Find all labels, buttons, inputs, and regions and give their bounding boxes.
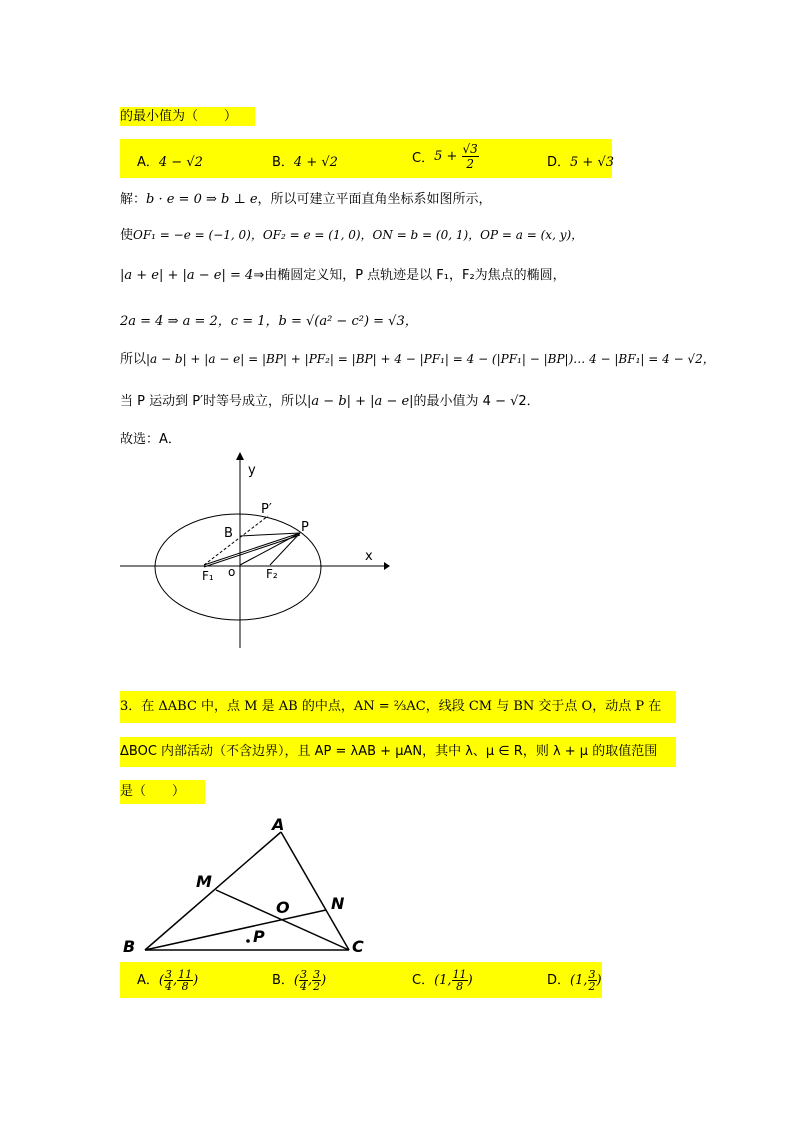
solution-line-2: 使OF₁ = −e = (−1, 0)，OF₂ = e = (1, 0)，ON = b = (0, 1)，OP = a = (x, y)， — [120, 228, 584, 243]
ellipse-figure — [118, 452, 390, 652]
label-m: M — [196, 872, 212, 891]
side-ac — [281, 832, 349, 950]
label-p: P — [301, 520, 309, 535]
ellipse — [155, 514, 321, 620]
solution-line-5: 所以|a − b| + |a − e| = |BP| + |PF₂| = |BP| + 4 − |PF₁| = 4 − (|PF₁| − |BP|)… 4 − |BF₁| = 4 − √2， — [120, 352, 715, 367]
label-x: x — [365, 549, 373, 564]
label-a: A — [272, 815, 285, 834]
label-b: B — [123, 937, 136, 956]
q3-option-a[interactable]: A．( $\frac{3}{4}$ , $\frac{11}{8}$ ) — [137, 968, 199, 993]
option-label: D． — [547, 155, 571, 170]
triangle-figure — [118, 812, 378, 960]
option-value: 4 − √2 — [158, 155, 203, 170]
segment-op — [240, 533, 300, 565]
segment-bn — [145, 910, 326, 950]
label-p-prime: P′ — [261, 502, 272, 517]
q3-line-2: ΔBOC 内部活动（不含边界），且 AP = λAB + μAN，其中 λ、μ ∈ R，则 λ + μ 的取值范围 — [120, 737, 676, 767]
question-tail: 的最小值为（ ） — [120, 107, 255, 126]
option-label: C． — [412, 151, 435, 166]
label-y: y — [248, 463, 256, 478]
label-f1: F₁ — [202, 569, 214, 583]
q3-option-d[interactable]: D．(1, $\frac{3}{2}$ ) — [547, 968, 602, 993]
solution-line-7: 故选：A． — [120, 432, 181, 447]
q3-line-3: 是（ ） — [120, 780, 205, 804]
label-p: P — [253, 927, 265, 946]
q2-option-d[interactable] — [547, 151, 614, 170]
label-b: B — [224, 526, 233, 541]
q3-line-1: 3．在 ΔABC 中，点 M 是 AB 的中点，AN = ⅔AC，线段 CM 与 BN 交于点 O，动点 P 在 — [120, 691, 676, 723]
solution-line-1: 解：b · e = 0 ⇒ b ⊥ e，所以可建立平面直角坐标系如图所示， — [120, 192, 492, 207]
q3-option-b[interactable]: B．( $\frac{3}{4}$ , $\frac{3}{2}$ ) — [272, 968, 327, 993]
q2-option-a[interactable] — [137, 151, 203, 170]
q2-option-c[interactable] — [412, 142, 479, 171]
option-fraction: $\frac{√3}{2}$ — [462, 142, 478, 171]
y-axis-arrow-icon — [236, 452, 244, 460]
label-o: o — [228, 565, 236, 579]
option-value: 5 + — [434, 149, 458, 164]
label-f2: F₂ — [266, 567, 278, 581]
solution-line-3: |a + e| + |a − e| = 4⇒由椭圆定义知，P 点轨迹是以 F₁，F₂为焦点的椭圆， — [120, 268, 566, 283]
label-n: N — [331, 894, 345, 913]
dashed-line-f1-pprime — [204, 516, 268, 565]
x-axis-arrow-icon — [384, 562, 390, 570]
q3-option-c[interactable]: C．(1, $\frac{11}{8}$ ) — [412, 968, 473, 993]
option-label: B． — [272, 155, 294, 170]
segment-f1p-double — [204, 535, 300, 567]
option-label: A． — [137, 155, 159, 170]
point-p-dot — [246, 939, 250, 943]
q2-option-b[interactable] — [272, 151, 338, 170]
label-o: O — [276, 898, 290, 917]
option-value: 5 + √3 — [570, 155, 614, 170]
solution-line-4: 2a = 4 ⇒ a = 2，c = 1，b = √(a² − c²) = √3， — [120, 314, 418, 329]
label-c: C — [352, 937, 364, 956]
solution-line-6: 当 P 运动到 P′时等号成立，所以|a − b| + |a − e|的最小值为 4 − √2． — [120, 394, 540, 409]
option-value: 4 + √2 — [293, 155, 338, 170]
